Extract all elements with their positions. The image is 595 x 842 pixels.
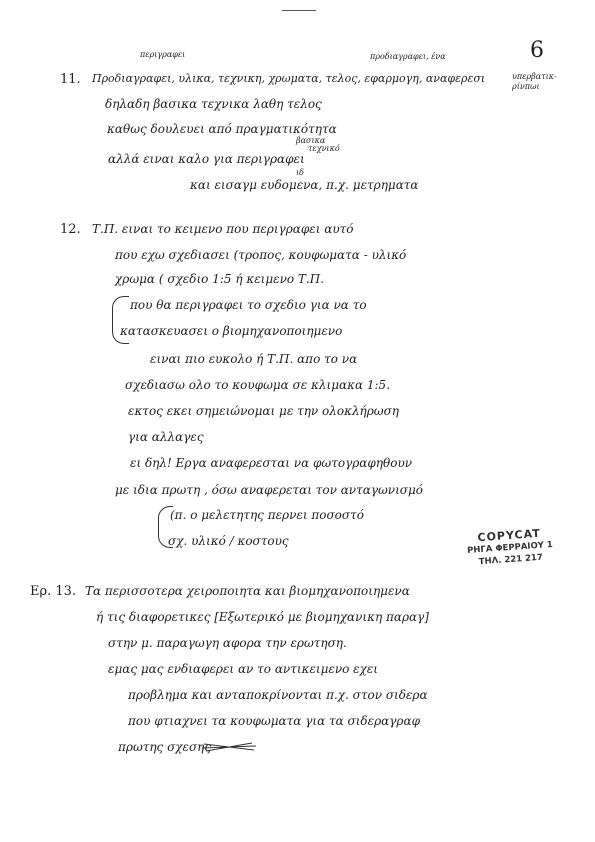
q12-line-4: που θα περιγραφει το σχεδιο για να το [130,298,367,312]
stamp-line-1: COPYCAT [477,526,542,545]
q13-line-4: εμας μας ενδιαφερει αν το αντικειμενο εχει [108,662,379,676]
q11-line-2: δηλαδη βασικα τεχνικα λαθη τελος [105,97,322,111]
annotation-id: ιδ [296,168,304,177]
q13-line-7: πρωτης σχεσης [118,740,212,754]
q13-line-3: στην μ. παραγωγη αφορα την ερωτηση. [108,636,347,650]
annotation-perigrafei: περιγραφει [140,50,186,59]
q12-line-2: που εχω σχεδιασει (τροπος, κουφωματα - υλικό [115,248,407,262]
q12-number: 12. [60,222,81,237]
stamp-line-3: ΤΗΛ. 221 217 [478,552,544,568]
q11-line-1: Προδιαγραφει, υλικα, τεχνικη, χρωματα, τελος, εφαρμογη, αναφερεσι [92,72,486,85]
q12-line-13: σχ. υλικό / κοστους [168,534,289,548]
annotation-margin: υπερβατικ- ρίνπωι [512,72,557,91]
q12-line-7: σχεδιασω ολο το κουφωμα σε κλιμακα 1:5. [125,378,391,392]
q12-line-8: εκτος εκει σημειώνομαι με την ολοκλήρωση [128,404,399,418]
q11-line-3: καθως δουλευει από πραγματικότητα [107,122,337,136]
annotation-basika: βασικα [296,136,326,145]
q12-line-11: με ιδια πρωτη , όσω αναφερεται τον ανταγωνισμό [115,483,424,497]
page-number: 6 [530,38,544,63]
annotation-techniko: τεχνικό [308,144,340,153]
q12-line-12: (π. ο μελετητης περνει ποσοστό [170,508,364,522]
q13-line-2: ή τις διαφορετικες [Εξωτερικό με βιομηχανικη παραγ] [96,610,429,624]
q13-line-6: που φτιαχνει τα κουφωματα για τα σιδεραγραφ [128,714,420,728]
q13-line-5: προβλημα και ανταποκρίνονται π.χ. στον σιδερα [128,688,428,702]
scan-mark [282,10,316,11]
stamp-line-2: ΡΗΓΑ ΦΕΡΡΑΙΟΥ 1 [466,540,554,556]
q12-line-5: κατασκευασει ο βιομηχανοποιημενο [120,324,343,338]
q12-line-1: Τ.Π. ειναι το κειμενο που περιγραφει αυτό [92,222,354,236]
q11-number: 11. [60,72,81,87]
q12-line-9: για αλλαγες [128,430,204,444]
q11-line-4: αλλά ειναι καλο για περιγραφει [108,152,305,166]
q13-number: Ερ. 13. [30,584,77,599]
q12-line-3: χρωμα ( σχεδιο 1:5 ή κειμενο Τ.Π. [115,272,325,286]
scribble-mark [200,740,260,754]
q12-line-6: ειναι πιο ευκολο ή Τ.Π. απο το να [150,352,358,366]
q12-line-10: ει δηλ! Εργα αναφερεσται να φωτογραφηθουν [130,456,413,470]
q11-line-5: και εισαγμ ευδομενα, π.χ. μετρηματα [190,178,419,192]
copycat-stamp [439,525,581,571]
annotation-prodiagrafei: προδιαγραφει, ένα [370,52,446,61]
q13-line-1: Τα περισσοτερα χειροποιητα και βιομηχανοποιημενα [85,584,410,598]
